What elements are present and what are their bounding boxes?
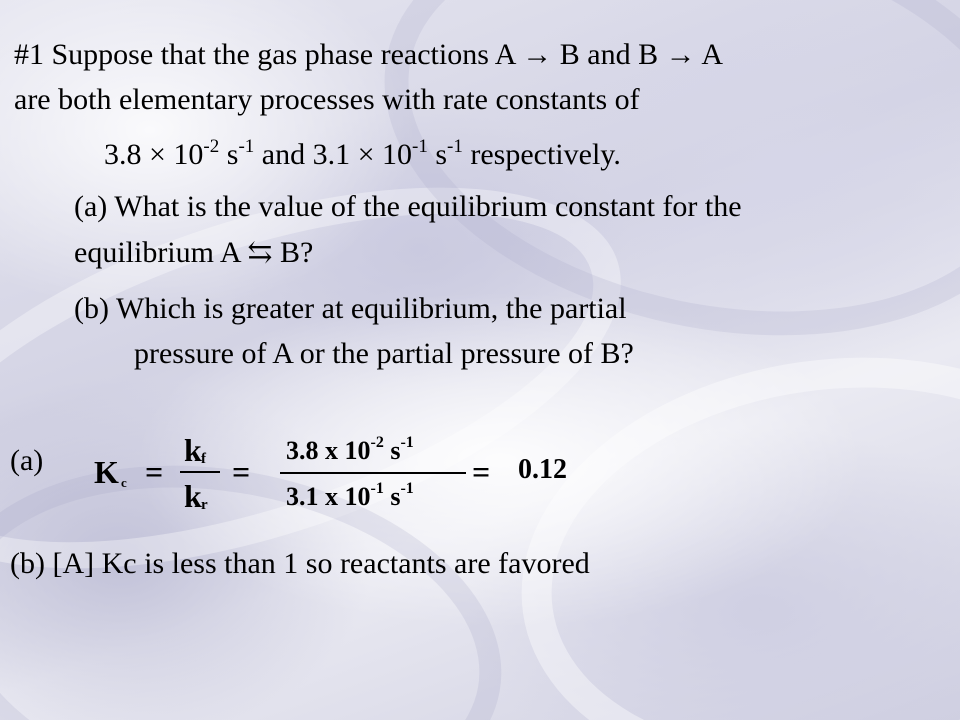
k2-exponent: -1 (412, 136, 428, 157)
part-a-question-line-1: (a) What is the value of the equilibrium constant for the (74, 190, 742, 223)
k2-value: and 3.1 × 10 (254, 138, 412, 171)
formula-numerator (286, 434, 414, 465)
denominator-value: 3.1 x 10 (286, 482, 371, 511)
formula-K-subscript: c (121, 475, 127, 490)
formula-denominator (286, 480, 414, 511)
part-b-question-line-2: pressure of A or the partial pressure of B? (134, 337, 634, 370)
unit-s: s (427, 138, 448, 171)
formula-equals: = (232, 454, 251, 490)
k1-exponent: -2 (203, 136, 220, 157)
numerator-value: 3.8 x 10 (286, 436, 371, 465)
formula-result: 0.12 (518, 454, 567, 485)
problem-line-2: are both elementary processes with rate constants of (14, 83, 640, 116)
formula-equals: = (145, 454, 164, 490)
unit-exponent: -1 (238, 136, 255, 157)
part-b-question-line-1: (b) Which is greater at equilibrium, the partial (74, 292, 627, 325)
answer-b-line: (b) [A] Kc is less than 1 so reactants are favored (10, 547, 590, 580)
unit-exponent: -1 (447, 136, 463, 157)
unit-s: s (219, 138, 239, 171)
denominator-unit: s (383, 482, 401, 511)
answer-a-label: (a) (10, 444, 44, 477)
numerator-unit: s (383, 436, 401, 465)
formula-fraction-bar (280, 472, 466, 474)
part-a-question-line-2: equilibrium A ⇆ B? (74, 236, 314, 269)
equilibrium-constant-formula (90, 428, 610, 522)
respectively-text: respectively. (462, 138, 621, 171)
formula-kf: k (184, 432, 202, 468)
formula-kr: k (184, 478, 202, 514)
formula-kr-subscript: r (201, 497, 208, 513)
k1-value: 3.8 × 10 (104, 138, 204, 171)
denominator-exponent: -1 (370, 480, 384, 497)
denominator-unit-exponent: -1 (400, 480, 414, 497)
formula-fraction-bar (180, 471, 220, 473)
numerator-exponent: -2 (370, 434, 384, 451)
formula-K: K (94, 454, 119, 490)
formula-kf-subscript: f (201, 451, 206, 467)
problem-line-1: #1 Suppose that the gas phase reactions A → B and B → A (14, 38, 724, 71)
formula-equals: = (472, 454, 491, 490)
numerator-unit-exponent: -1 (400, 434, 414, 451)
rate-constants-line (104, 138, 621, 172)
